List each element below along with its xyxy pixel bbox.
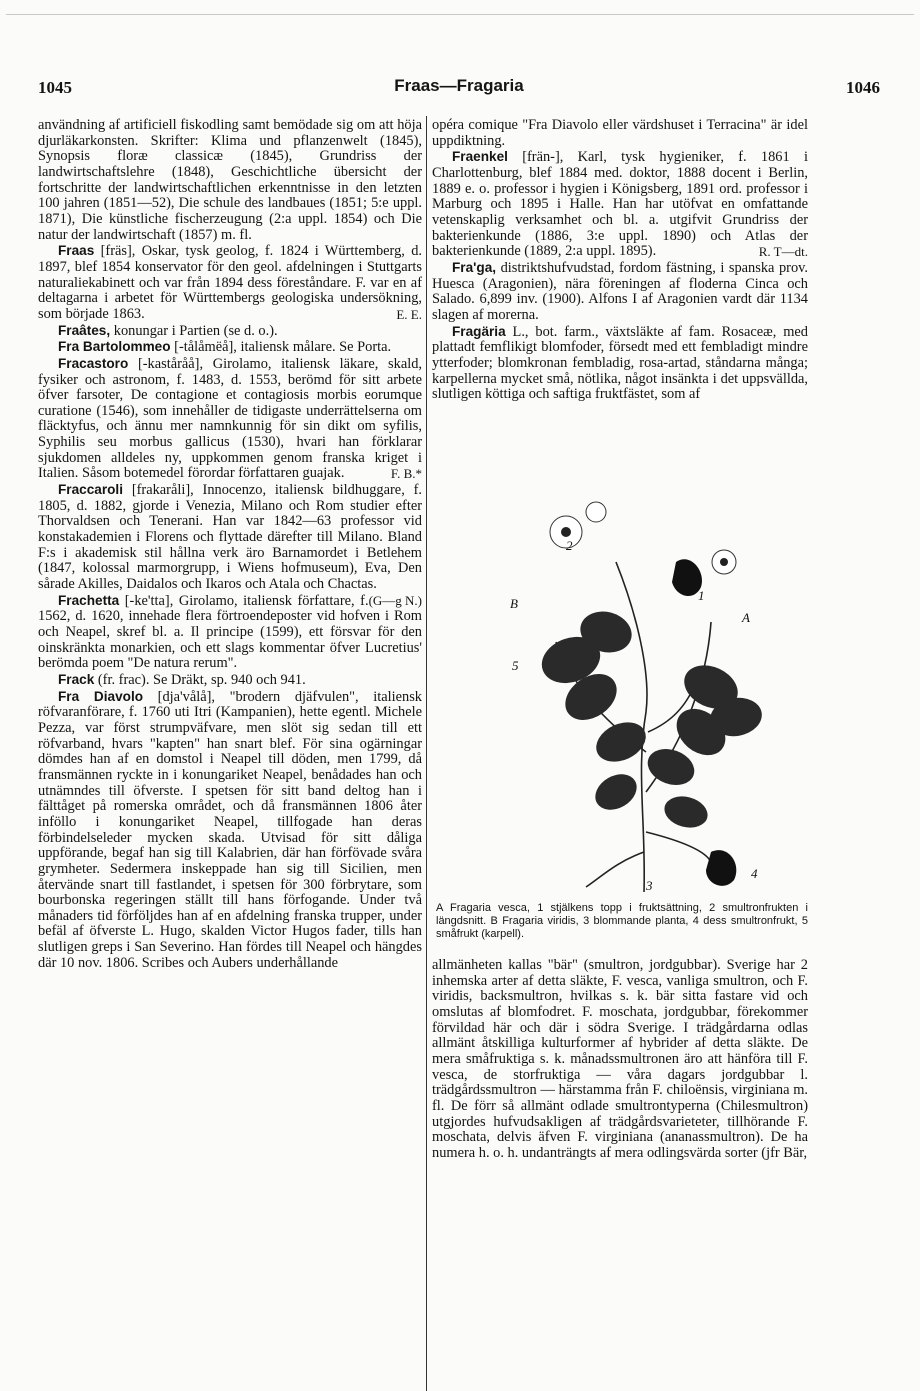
entry-text: [fräs], Oskar, tysk geolog, f. 1824 i Württemberg, d. 1897, blef 1854 konservator för den geol. afdelningen i Stuttgarts naturaliekabinett och var från 1894 dess föreståndare. F. var en af deltagarna i arbetet för Württembergs geologiska undersökning, som började 1863. [38, 243, 422, 322]
headword: Frack [58, 671, 95, 687]
figure-label: 2 [566, 538, 573, 553]
page-number-right: 1046 [846, 78, 880, 97]
headword: Fraccaroli [58, 482, 123, 498]
column-rule [426, 116, 427, 1391]
entry-fragaria [432, 324, 808, 403]
entry-fraenkel [432, 149, 808, 260]
entry-text: [dja'vålå], "brodern djäfvulen", italiensk röfvaranförare, f. 1760 uti Itri (Kampanien), hette egentl. Michele Pezza, var först strumpväfvare, men slöt sig sedan till ett röfvarband, hvars "kapten" han snart blef. För sina ogärningar dömdes han af en domstol i Neapel till döden, men 1799, då fransmännen ryckte in i konungariket Neapel, benådades han och utnämndes till öfverste. I spetsen för sitt band deltog han i fälttåget på romerska området, och då fransmännen 1806 åter inföllo i konungariket Neapel, tillfogade han deras förbindelseleder mycken skada. Utvisad för sitt dåliga uppförande, begaf han sig till Kalabrien, där han förfövade svåra grymheter. Sedermera inskeppade han sig till Sicilien, men återvände snart till fastlandet, i spetsen för 300 förbrytare, som bourbonska regeringen ställt till hans förfogande. Under två månaders tid förföljdes han af en afdelning franska trupper, under befäl af öfverste L. Hugo, skalden Victor Hugos fader, tills han slutligen greps i San Severino. Han fördes till Neapel och hängdes där 10 nov. 1806. Scribes och Aubers underhållande [38, 688, 422, 971]
headword: Frachetta [58, 592, 120, 608]
entry-fra-diavolo [38, 689, 422, 972]
signature: F. B.* [390, 466, 422, 482]
entry-text: distriktshufvudstad, fordom fästning, i spanska prov. Huesca (Aragonien), nära föreningen af floderna Cinca och Salado. 6,899 inv. (1900). Alfons I af Aragonien vardt där 1134 slagen af morerna. [432, 259, 808, 323]
entry-frack [38, 672, 422, 689]
page-number-left: 1045 [38, 78, 72, 97]
strawberry-illustration [496, 492, 796, 900]
entry-text: konungar i Partien (se d. o.). [113, 322, 278, 339]
entry-continuation: användning af artificiell fiskodling samt bemödade sig om att höja djurläkarkonsten. Skrifter: Klima und pflanzenwelt (1845), Synopsis floræ classicæ (1845), Grundriss der landwirtschaftslehre (1848), Geschichtliche übersicht der fortschritte der landwirtschaftlichen erkenntnisse in den letzten 100 jahren (1851—52), Die schule des landbaues (1851; 5:e uppl. 1871), Die künstliche fischerzeugung (2:a uppl. 1854) och Die natur der landwirtschaft (1857) m. fl. [38, 118, 422, 243]
headword: Fra'ga, [452, 259, 497, 275]
headword: Fraas [58, 243, 95, 259]
signature: R. T—dt. [758, 244, 808, 260]
entry-fraas [38, 243, 422, 322]
figure-label: A [742, 610, 750, 625]
headword: Fraenkel [452, 149, 508, 165]
entry-text: [-tålåmëå], italiensk målare. Se Porta. [174, 339, 392, 356]
entry-text: L., bot. farm., växtsläkte af fam. Rosaceæ, med plattadt femflikigt blomfoder, försedt med ett fembladigt mindre ytterfoder; blomkronan fembladig, rosa-artad, ståndarna många; karpellerna mycket små, nötlika, något insänkta i det uppsvällda, slutligen köttiga och saftiga fruktfästet, som af [432, 323, 808, 403]
headword: Fracastoro [58, 355, 129, 371]
fragaria-continuation: allmänheten kallas "bär" (smultron, jordgubbar). Sverige har 2 inhemska arter af detta släkte, F. vesca, vanliga smultron, och F. viridis, backsmultron, hvilkas s. k. bär sitta fastare vid och omslutas af blomfodret. F. moschata, jordgubbar, förekommer förvildad här och där i södra Sverige. I trädgårdarna odlas allmänt åtskilliga kulturformer af hybrider af detta släkte. De mera småfruktiga s. k. månadssmultronen äro att hänföra till F. vesca, de storfruktiga — våra dagars jordgubbar l. trädgårdssmultron — härstamma från F. chiloënsis, virginiana m. fl. De förr så allmänt odlade smultrontyperna (Chilesmultron) utgjordes hufvudsakligen af trädgårdsvarieteter, tillhörande F. moschata, delvis äfven F. virginiana (ananassmultron). De ha numera h. o. h. undanträngts af mera odlingsvärda sorter (jfr Bär, [432, 958, 808, 1161]
scan-edge-line [6, 14, 914, 15]
signature: (G—g N.) [368, 592, 422, 608]
headword: Fra Diavolo [58, 688, 144, 704]
entry-text: [-ke'tta], Girolamo, italiensk författare, f. 1562, d. 1620, innehade flera förtroendeposter vid hofven i Rom och Neapel, skref bl. a. Il principe (1599), ett försvar för den oinskränkta monarkien, och ett slags kommentar öfver Lucretius' berömda poem "De natura rerum". [38, 592, 422, 672]
figure-caption [436, 902, 808, 941]
figure-label: B [510, 596, 518, 611]
headword: Fraâtes, [58, 322, 111, 338]
running-title: Fraas—Fragaria [394, 76, 524, 95]
entry-fra-bartolommeo [38, 339, 422, 356]
left-column [38, 118, 422, 1386]
page-header [38, 72, 880, 100]
entry-text: [frakaråli], Innocenzo, italiensk bildhuggare, f. 1805, d. 1882, gjorde i Venezia, Milano och Rom studier efter Thorvaldsen och Tenerani. Han var 1842—63 professor vid konstakademien i Florens och flyttade därefter till Milano. Bland F:s i akademisk stil hållna verk äro Barnamordet i Betlehem (1847, kolossal marmorgrupp, i Wiens hofmuseum), Eva, Den sårade Akilles, Daidalos och Ikaros och Atala och Chactas. [38, 482, 422, 593]
figure-label: 1 [698, 588, 705, 603]
right-column-top [432, 118, 808, 403]
entry-fracastoro [38, 356, 422, 482]
figure-label: 3 [646, 878, 653, 893]
headword: Fragäria [452, 323, 506, 339]
figure-label: 4 [751, 866, 758, 881]
figure-label: 5 [512, 658, 519, 673]
caption-text: A Fragaria vesca, 1 stjälkens topp i fruktsättning, 2 smultronfrukten i längdsnitt. B Fragaria viridis, 3 blommande planta, 4 dess smultronfrukt, 5 småfrukt (karpell). [436, 902, 808, 940]
headword: Fra Bartolommeo [58, 339, 171, 355]
entry-text: (fr. frac). Se Dräkt, sp. 940 och 941. [97, 671, 306, 688]
entry-text: [-kaståråå], Girolamo, italiensk läkare, skald, fysiker och astronom, f. 1483, d. 1553, berömd för sitt arbete öfver farsoter, De contagione et contagiosis morbis eorumque curatione (1546), som innehåller de tidigaste underrättelserna om fläcktyfus, och ännu mer namnkunnig för sin dikt om syfilis, Syphilis seu morbus gallicus (1530), hvari han förklarar sjukdomen alldeles ny, uppkommen genom franska kriget i Italien. Såsom botemedel förordar författaren guajak. [38, 355, 422, 482]
right-column-bottom [432, 958, 808, 1386]
entry-fraates [38, 323, 422, 340]
entry-text: [frän-], Karl, tysk hygieniker, f. 1861 i Charlottenburg, blef 1884 med. doktor, 1888 docent i Berlin, 1889 e. o. professor i hygien i Königsberg, 1891 ord. professor i Marburg och 1895 i Halle. Han har utöfvat en omfattande vetenskaplig verksamhet och bl. a. utgifvit Grundriss der bakterienkunde (1886, 3:e uppl. 1890) och Atlas der bakterienkunde (1889, 2:a uppl. 1895). [432, 149, 808, 260]
signature: E. E. [396, 306, 422, 322]
entry-frachetta [38, 593, 422, 672]
entry-continuation: opéra comique "Fra Diavolo eller värdshuset i Terracina" är idel uppdiktning. [432, 117, 808, 149]
entry-fraga [432, 260, 808, 324]
